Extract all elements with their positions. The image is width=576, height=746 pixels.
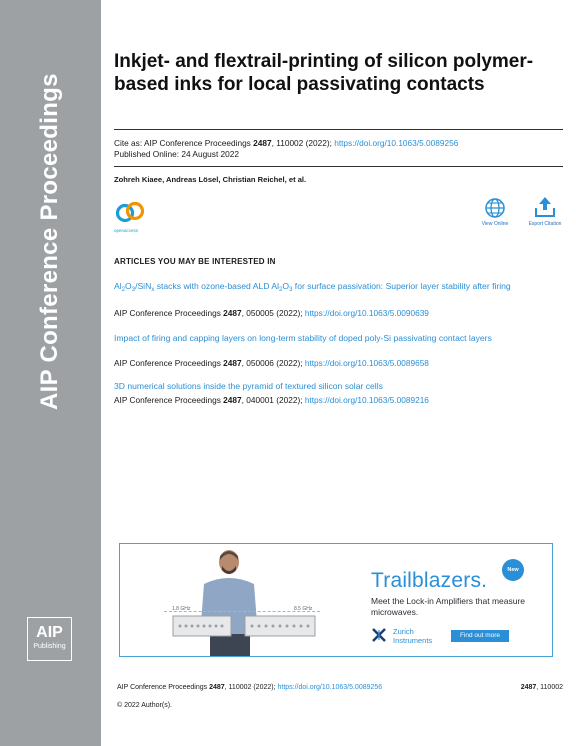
published-date: Published Online: 24 August 2022 <box>114 149 240 159</box>
ad-freq-line <box>164 611 320 612</box>
zurich-instruments-icon <box>371 627 387 643</box>
related-article-title-2[interactable]: Impact of firing and capping layers on long-term stability of doped poly-Si passivating contact layers <box>114 333 492 343</box>
related-article-title-3[interactable]: 3D numerical solutions inside the pyramid of textured silicon solar cells <box>114 381 383 391</box>
cite-divider <box>114 166 563 167</box>
footer-journal: AIP Conference Proceedings <box>117 684 210 691</box>
open-access-label: openaccess <box>114 228 139 233</box>
section-heading: ARTICLES YOU MAY BE INTERESTED IN <box>114 257 276 266</box>
footer-page-ref: 2487, 110002 <box>520 684 563 691</box>
title-divider <box>114 129 563 130</box>
ad-instrument-left <box>172 614 232 638</box>
export-icon <box>533 195 557 219</box>
copyright: © 2022 Author(s). <box>117 702 172 709</box>
related-article-doi-2[interactable]: https://doi.org/10.1063/5.0089658 <box>304 358 429 368</box>
ad-person-image <box>196 546 266 657</box>
open-access-icon <box>114 200 148 224</box>
related-article-cite-2: AIP Conference Proceedings 2487, 050006 (2022); https://doi.org/10.1063/5.0089658 <box>114 358 429 368</box>
cite-rest: , 110002 (2022); <box>271 138 335 148</box>
journal-name: AIP Conference Proceedings <box>36 73 63 410</box>
ad-headline: Trailblazers. <box>371 569 488 592</box>
author-list: Zohreh Kiaee, Andreas Lösel, Christian Reichel, et al. <box>114 175 307 184</box>
new-badge: New <box>502 559 524 581</box>
find-out-more-button[interactable]: Find out more <box>451 630 509 642</box>
article-title: Inkjet- and flextrail-printing of silicon polymer-based inks for local passivating contacts <box>114 51 534 95</box>
cite-prefix: Cite as: AIP Conference Proceedings <box>114 138 254 148</box>
cite-volume: 2487 <box>253 138 272 148</box>
open-access-logo <box>114 200 148 233</box>
view-online-label: View Online <box>481 221 509 227</box>
related-article-cite-1: AIP Conference Proceedings 2487, 050005 (2022); https://doi.org/10.1063/5.0090639 <box>114 308 429 318</box>
ad-brand: Zurich Instruments <box>393 627 433 645</box>
footer-rest: , 110002 (2022); <box>224 684 278 691</box>
advertisement-banner[interactable] <box>119 543 553 657</box>
page-footer <box>117 683 563 711</box>
globe-icon <box>484 197 506 219</box>
export-citation-label: Export Citation <box>528 221 562 227</box>
footer-volume: 2487 <box>209 684 225 691</box>
citation-block <box>114 138 564 160</box>
export-citation-button[interactable] <box>527 195 563 227</box>
ad-body-text: Meet the Lock-in Amplifiers that measure microwaves. <box>371 596 526 617</box>
ad-freq-low: 1.8 GHz <box>172 606 191 612</box>
cite-doi-link[interactable]: https://doi.org/10.1063/5.0089256 <box>334 138 459 148</box>
footer-doi-link[interactable]: https://doi.org/10.1063/5.0089256 <box>277 684 383 691</box>
related-article-doi-3[interactable]: https://doi.org/10.1063/5.0089216 <box>304 395 429 405</box>
related-article-cite-3: AIP Conference Proceedings 2487, 040001 (2022); https://doi.org/10.1063/5.0089216 <box>114 395 429 405</box>
journal-sidebar <box>0 0 101 746</box>
aip-logo-text: AIP <box>36 624 63 641</box>
related-article-doi-1[interactable]: https://doi.org/10.1063/5.0090639 <box>304 308 429 318</box>
aip-logo-subtext: Publishing <box>33 643 66 650</box>
aip-publishing-logo[interactable] <box>27 617 72 661</box>
ad-instrument-right <box>244 614 316 638</box>
view-online-button[interactable] <box>479 197 511 227</box>
related-article-title-1[interactable]: $Al_2O_3/SiN_x$ stacks with ozone-based ALD $Al_2O_3$ for surface passivation: Superior layer stability after firing <box>114 281 511 293</box>
ad-freq-high: 8.5 GHz <box>294 606 313 612</box>
